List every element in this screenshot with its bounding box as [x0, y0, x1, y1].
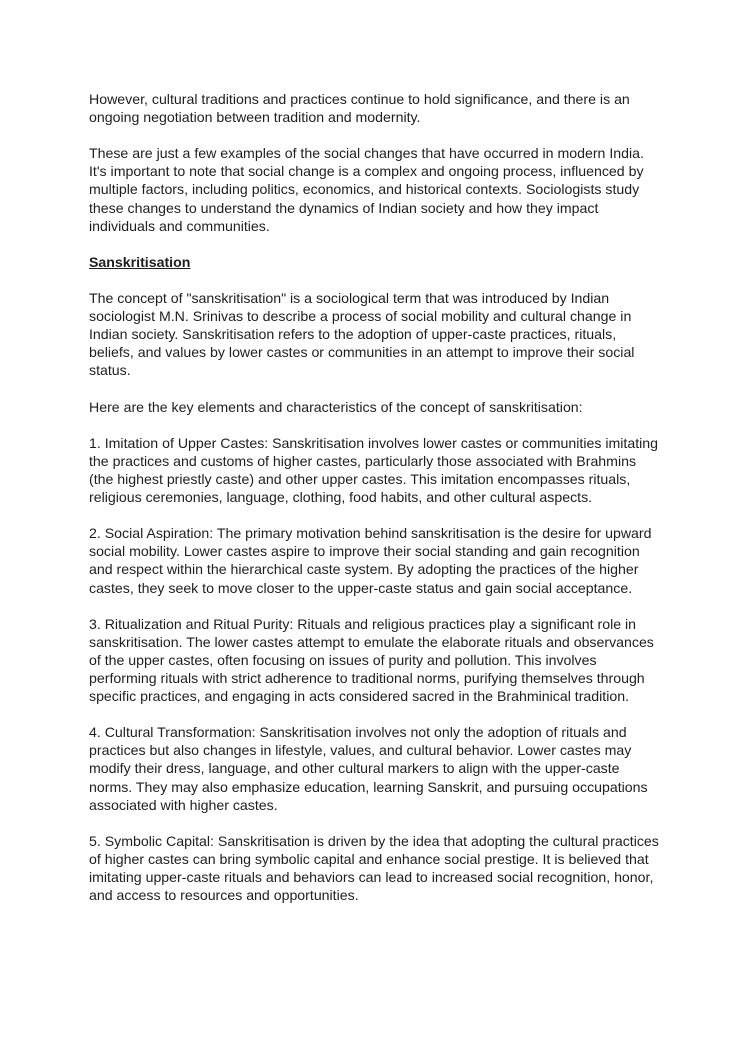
section-heading-sanskritisation: Sanskritisation [89, 253, 191, 270]
paragraph-social-change-summary: These are just a few examples of the social changes that have occurred in modern India. It's important to note that social change is a complex and ongoing process, influenced by multiple factors, including politics, economics, and historical contexts. Sociologists study these changes to understand the dynamics of Indian society and how they impact individuals and communities. [89, 145, 644, 234]
paragraph-key-elements-intro: Here are the key elements and characteristics of the concept of sanskritisation: [89, 398, 583, 415]
list-item-social-aspiration: 2. Social Aspiration: The primary motivation behind sanskritisation is the desire for upward social mobility. Lower castes aspire to improve their social standing and gain recognition and respect within the hierarchical caste system. By adopting the practices of the higher castes, they seek to move closer to the upper-caste status and gain social acceptance. [89, 525, 652, 596]
list-item-symbolic-capital: 5. Symbolic Capital: Sanskritisation is driven by the idea that adopting the cultural practices of higher castes can bring symbolic capital and enhance social prestige. It is believed that imitating upper-caste rituals and behaviors can lead to increased social recognition, honor, and access to resources and opportunities. [89, 832, 659, 904]
list-item-cultural-transformation: 4. Cultural Transformation: Sanskritisation involves not only the adoption of rituals and practices but also changes in lifestyle, values, and cultural behavior. Lower castes may modify their dress, language, and other cultural markers to align with the upper-caste norms. They may also emphasize education, learning Sanskrit, and pursuing occupations associated with higher castes. [89, 724, 648, 813]
list-item-ritual-purity: 3. Ritualization and Ritual Purity: Rituals and religious practices play a significant role in sanskritisation. The lower castes attempt to emulate the elaborate rituals and observances of the upper castes, often focusing on issues of purity and pollution. This involves performing rituals with strict adherence to traditional norms, purifying themselves through specific practices, and engaging in acts considered sacred in the Brahminical tradition. [89, 615, 654, 705]
document-page [89, 90, 661, 922]
list-item-imitation-of-upper-castes: 1. Imitation of Upper Castes: Sanskritisation involves lower castes or communities imitating the practices and customs of higher castes, particularly those associated with Brahmins (the highest priestly caste) and other upper castes. This imitation encompasses rituals, religious ceremonies, language, clothing, food habits, and other cultural aspects. [89, 434, 658, 506]
paragraph-concept-definition: The concept of "sanskritisation" is a sociological term that was introduced by Indian sociologist M.N. Srinivas to describe a process of social mobility and cultural change in Indian society. Sanskritisation refers to the adoption of upper-caste practices, rituals, beliefs, and values by lower castes or communities in an attempt to improve their social status. [89, 290, 635, 379]
paragraph-tradition-modernity: However, cultural traditions and practices continue to hold significance, and there is an ongoing negotiation between tradition and modernity. [89, 91, 630, 126]
